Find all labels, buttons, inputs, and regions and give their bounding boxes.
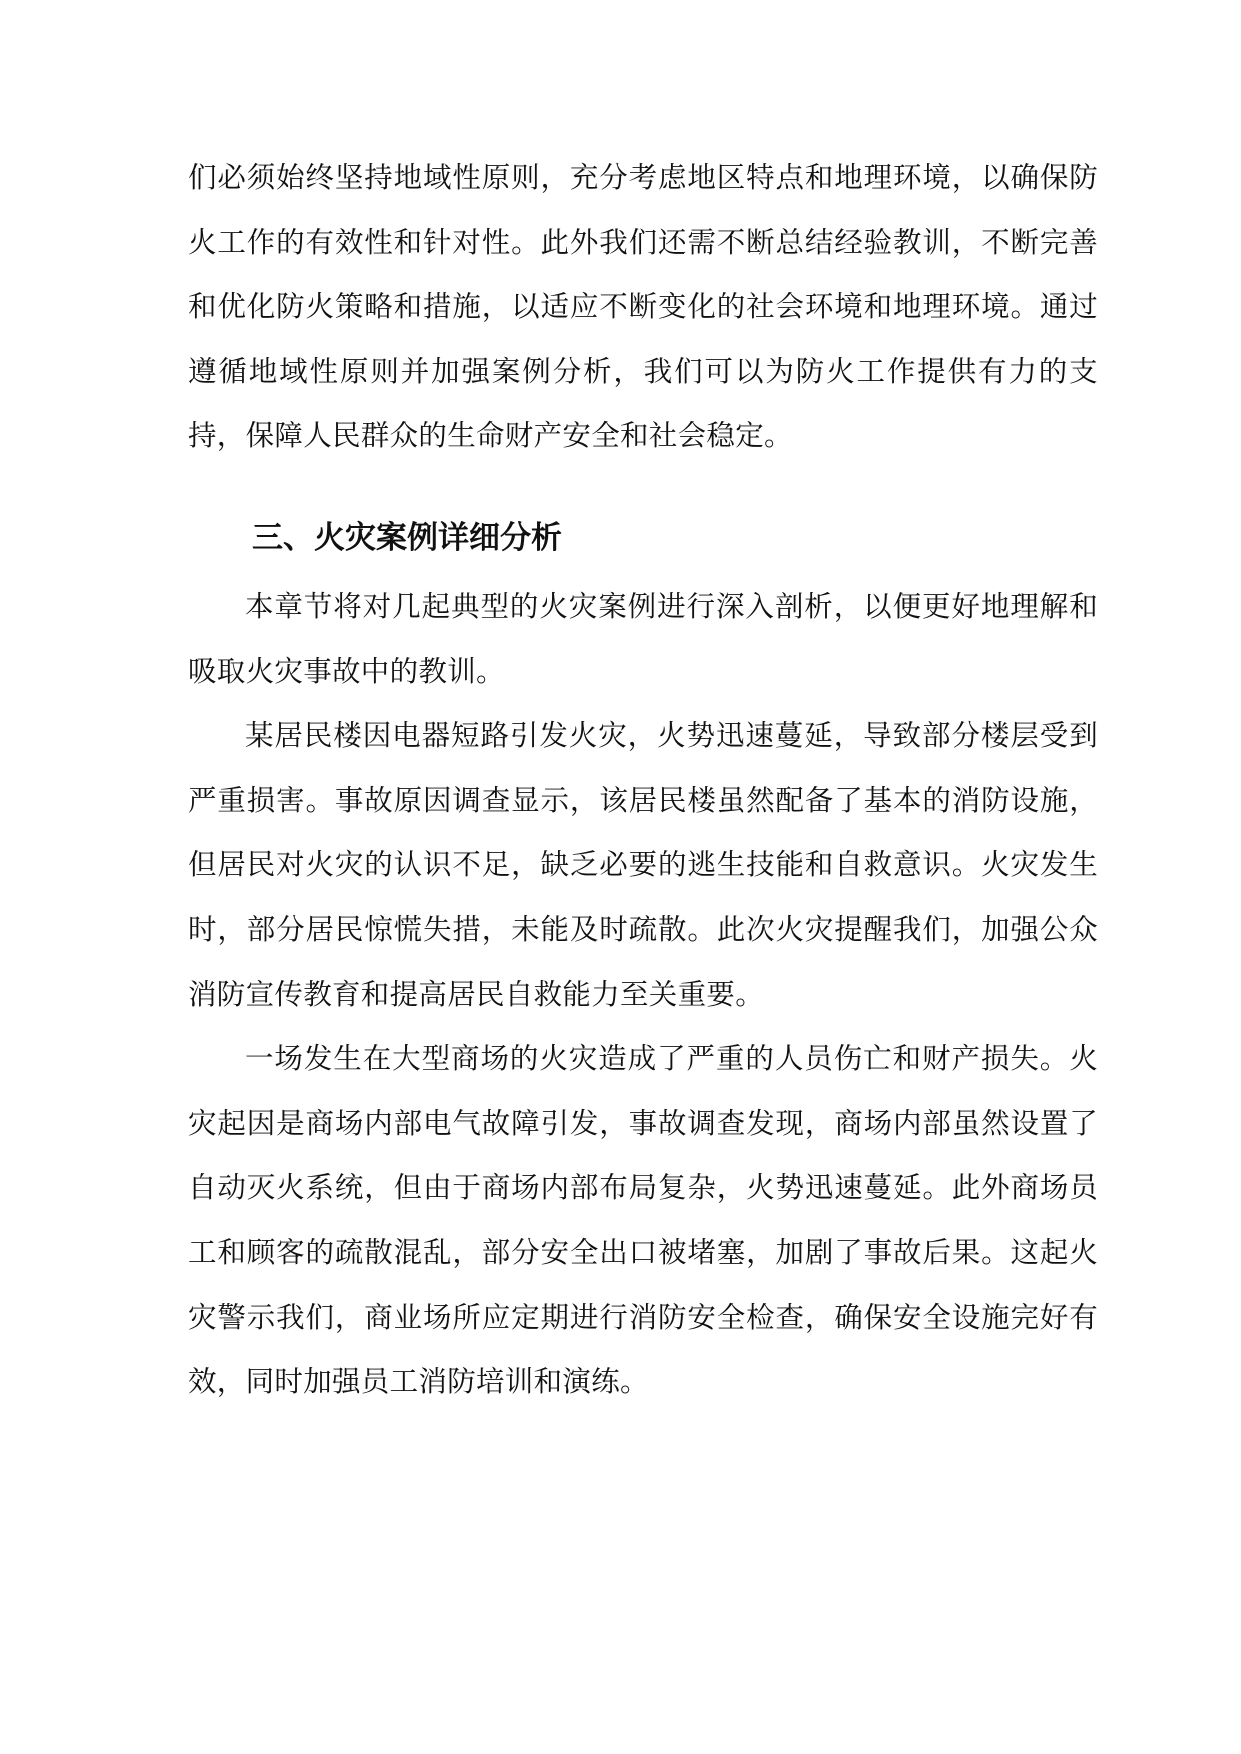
- paragraph-continued: 们必须始终坚持地域性原则，充分考虑地区特点和地理环境，以确保防火工作的有效性和针对性。此外我们还需不断总结经验教训，不断完善和优化防火策略和措施，以适应不断变化的社会环境和地理环境。通过遵循地域性原则并加强案例分析，我们可以为防火工作提供有力的支持，保障人民群众的生命财产安全和社会稳定。: [188, 161, 1098, 453]
- section-heading: 三、火灾案例详细分析: [252, 519, 562, 556]
- document-body: [188, 146, 1098, 1415]
- paragraph-intro: 本章节将对几起典型的火灾案例进行深入剖析，以便更好地理解和吸取火灾事故中的教训。: [188, 589, 1098, 688]
- paragraph-case-mall: 一场发生在大型商场的火灾造成了严重的人员伤亡和财产损失。火灾起因是商场内部电气故障引发，事故调查发现，商场内部虽然设置了自动灭火系统，但由于商场内部布局复杂，火势迅速蔓延。此外商场员工和顾客的疏散混乱，部分安全出口被堵塞，加剧了事故后果。这起火灾警示我们，商业场所应定期进行消防安全检查，确保安全设施完好有效，同时加强员工消防培训和演练。: [188, 1042, 1098, 1399]
- paragraph-case-residential: 某居民楼因电器短路引发火灾，火势迅速蔓延，导致部分楼层受到严重损害。事故原因调查显示，该居民楼虽然配备了基本的消防设施，但居民对火灾的认识不足，缺乏必要的逃生技能和自救意识。火灾发生时，部分居民惊慌失措，未能及时疏散。此次火灾提醒我们，加强公众消防宣传教育和提高居民自救能力至关重要。: [188, 719, 1098, 1011]
